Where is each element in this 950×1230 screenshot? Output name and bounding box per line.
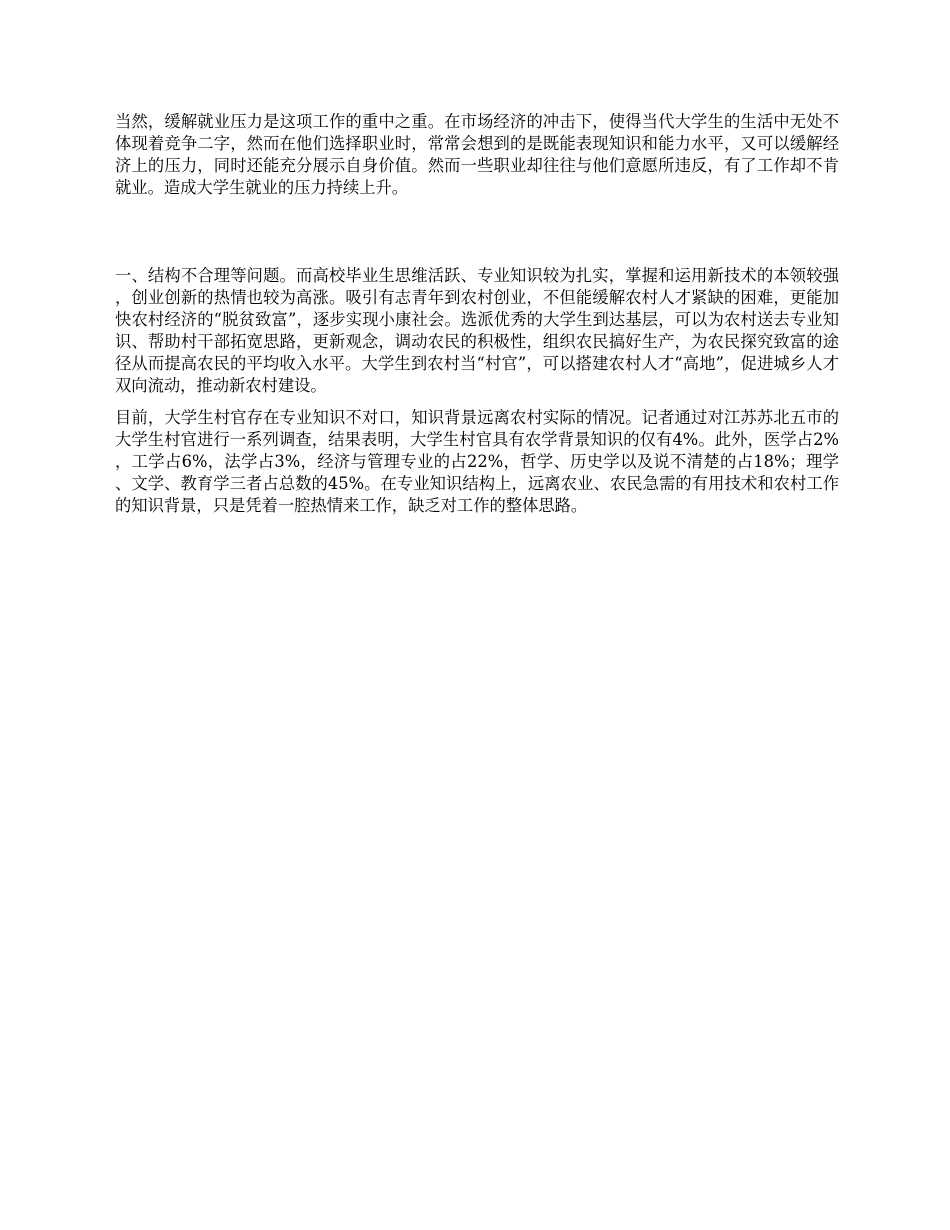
paragraph-employment-pressure: 当然，缓解就业压力是这项工作的重中之重。在市场经济的冲击下，使得当代大学生的生活中无处不体现着竞争二字，然而在他们选择职业时，常常会想到的是既能表现知识和能力水平，又可以缓解经济上的压力，同时还能充分展示自身价值。然而一些职业却往往与他们意愿所违反，有了工作却不肯就业。造成大学生就业的压力持续上升。 bbox=[115, 112, 839, 197]
paragraph-major-mismatch: 目前，大学生村官存在专业知识不对口，知识背景远离农村实际的情况。记者通过对江苏苏北五市的大学生村官进行一系列调查，结果表明，大学生村官具有农学背景知识的仅有4%。此外，医学占2%，工学占6%，法学占3%，经济与管理专业的占22%，哲学、历史学以及说不清楚的占18%；理学、文学、教育学三者占总数的45%。在专业知识结构上，远离农业、农民急需的有用技术和农村工作的知识背景，只是凭着一腔热情来工作，缺乏对工作的整体思路。 bbox=[115, 408, 839, 515]
document-body bbox=[115, 111, 839, 517]
paragraph-structure-issues: 一、结构不合理等问题。而高校毕业生思维活跃、专业知识较为扎实，掌握和运用新技术的本领较强，创业创新的热情也较为高涨。吸引有志青年到农村创业，不但能缓解农村人才紧缺的困难，更能加快农村经济的“脱贫致富”，逐步实现小康社会。选派优秀的大学生到达基层，可以为农村送去专业知识、帮助村干部拓宽思路，更新观念，调动农民的积极性，组织农民搞好生产，为农民探究致富的途径从而提高农民的平均收入水平。大学生到农村当“村官”，可以搭建农村人才“高地”，促进城乡人才双向流动，推动新农村建设。 bbox=[115, 266, 839, 395]
